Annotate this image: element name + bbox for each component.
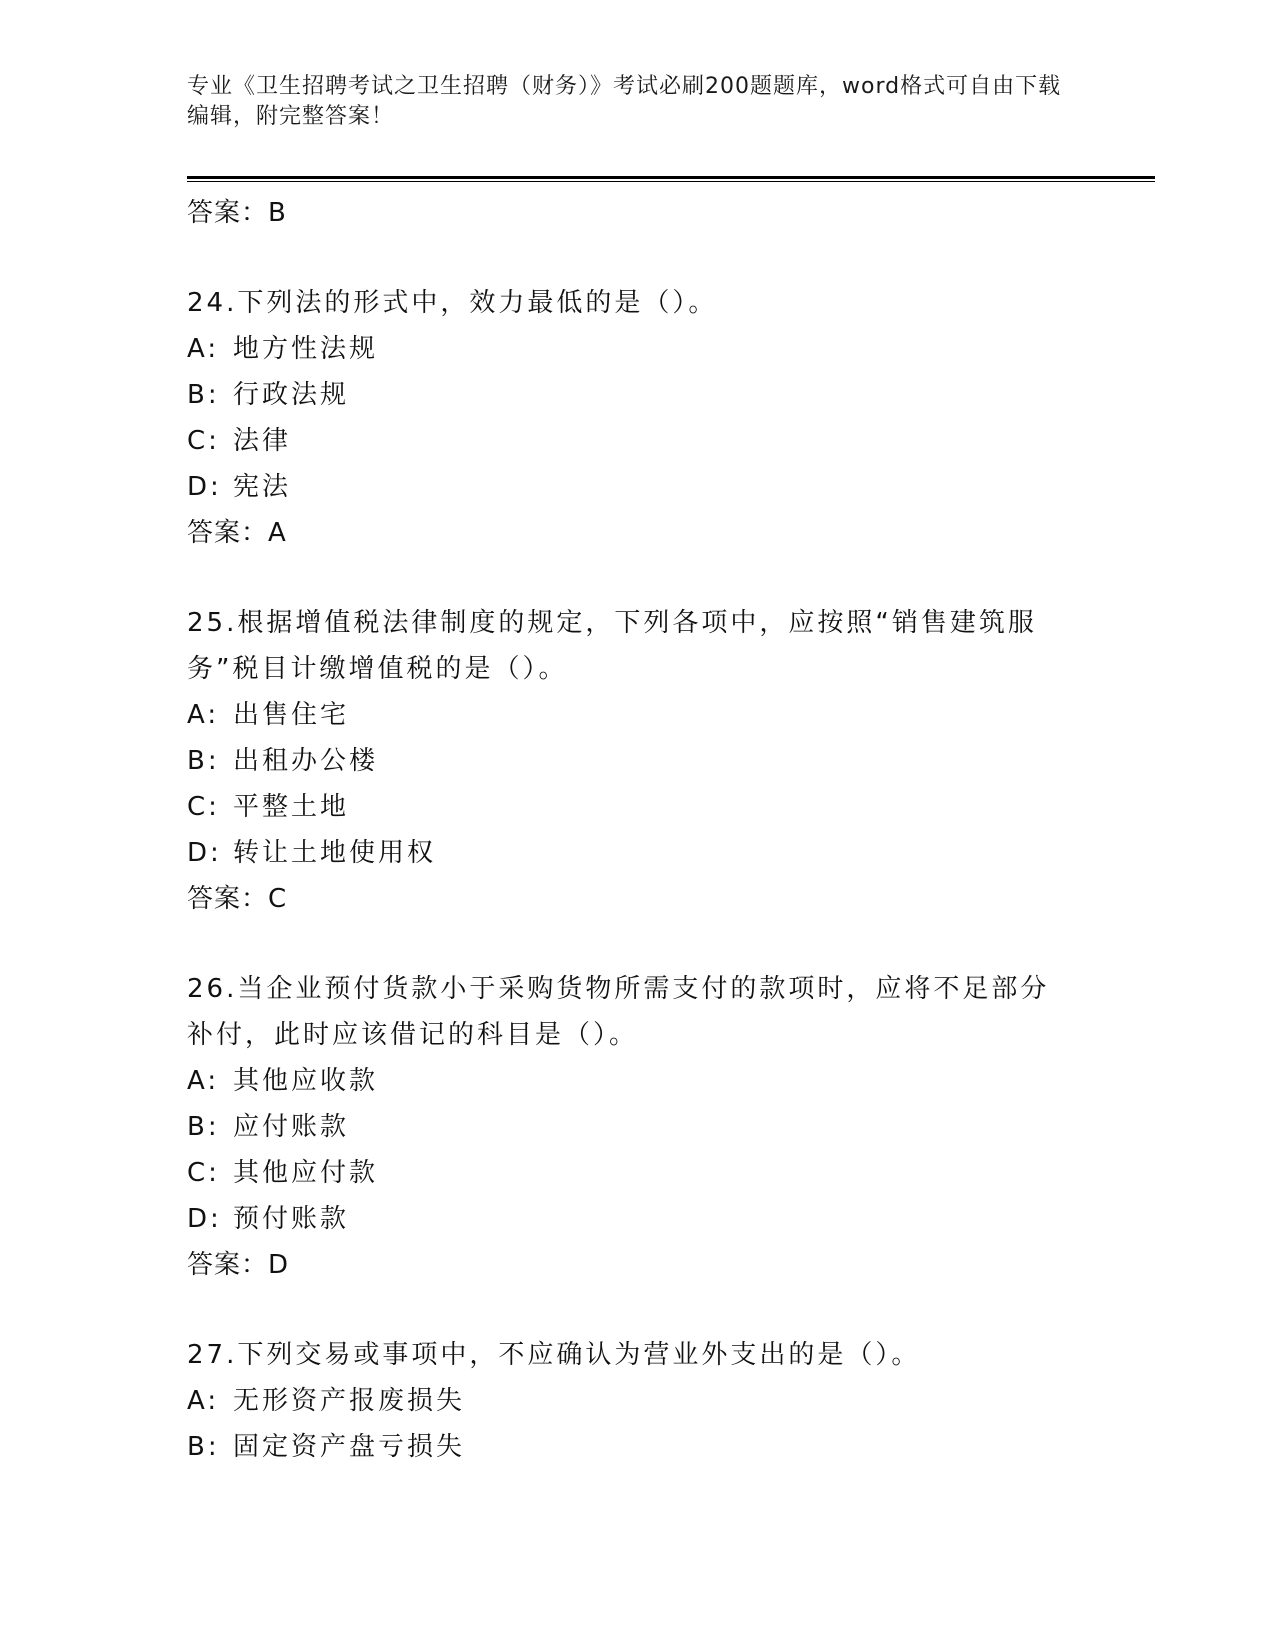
option-b [187, 1104, 1087, 1150]
option-letter: B: [187, 380, 220, 410]
option-text: 应付账款 [233, 1112, 350, 1142]
option-text: 法律 [233, 426, 292, 456]
option-d [187, 830, 1087, 876]
option-text: 行政法规 [233, 380, 350, 410]
option-d [187, 464, 1087, 510]
question-item [187, 1332, 1087, 1470]
option-text: 宪法 [233, 472, 292, 502]
question-stem: 25.根据增值税法律制度的规定，下列各项中，应按照“销售建筑服务”税目计缴增值税的是（）。 [187, 608, 1037, 684]
option-text: 出租办公楼 [233, 746, 379, 776]
option-a [187, 1378, 1087, 1424]
question-item [187, 966, 1087, 1288]
option-text: 转让土地使用权 [233, 838, 437, 868]
option-text: 固定资产盘亏损失 [233, 1432, 466, 1462]
option-letter: A: [187, 700, 220, 730]
header-rule-thin [187, 181, 1155, 182]
option-c [187, 1150, 1087, 1196]
option-letter: D: [187, 472, 222, 502]
header-rule-thick [187, 176, 1155, 179]
answer-line: 答案：A [187, 518, 287, 548]
option-text: 其他应付款 [233, 1158, 379, 1188]
option-b [187, 1424, 1087, 1470]
option-text: 平整土地 [233, 792, 350, 822]
answer-line: 答案：D [187, 1250, 290, 1280]
option-letter: A: [187, 1066, 220, 1096]
option-text: 预付账款 [233, 1204, 350, 1234]
option-letter: C: [187, 792, 220, 822]
option-letter: B: [187, 1432, 220, 1462]
document-header: 专业《卫生招聘考试之卫生招聘（财务）》考试必刷200题题库，word格式可自由下载编辑，附完整答案！ [187, 74, 1062, 129]
option-b [187, 738, 1087, 784]
option-c [187, 418, 1087, 464]
option-d [187, 1196, 1087, 1242]
option-letter: D: [187, 1204, 222, 1234]
option-letter: B: [187, 746, 220, 776]
question-stem: 27.下列交易或事项中，不应确认为营业外支出的是（）。 [187, 1340, 921, 1370]
option-text: 出售住宅 [233, 700, 350, 730]
question-stem: 26.当企业预付货款小于采购货物所需支付的款项时，应将不足部分补付，此时应该借记的科目是（）。 [187, 974, 1050, 1050]
option-letter: A: [187, 1386, 220, 1416]
question-item [187, 280, 1087, 556]
question-list [187, 190, 1087, 1470]
answer-line: 答案：C [187, 884, 288, 914]
previous-answer: 答案：B [187, 198, 287, 228]
option-letter: A: [187, 334, 220, 364]
option-a [187, 326, 1087, 372]
option-b [187, 372, 1087, 418]
option-text: 地方性法规 [233, 334, 379, 364]
question-stem: 24.下列法的形式中，效力最低的是（）。 [187, 288, 718, 318]
option-letter: C: [187, 426, 220, 456]
option-a [187, 692, 1087, 738]
option-text: 无形资产报废损失 [233, 1386, 466, 1416]
option-a [187, 1058, 1087, 1104]
option-letter: C: [187, 1158, 220, 1188]
option-letter: D: [187, 838, 222, 868]
option-letter: B: [187, 1112, 220, 1142]
option-text: 其他应收款 [233, 1066, 379, 1096]
option-c [187, 784, 1087, 830]
question-item [187, 600, 1087, 922]
